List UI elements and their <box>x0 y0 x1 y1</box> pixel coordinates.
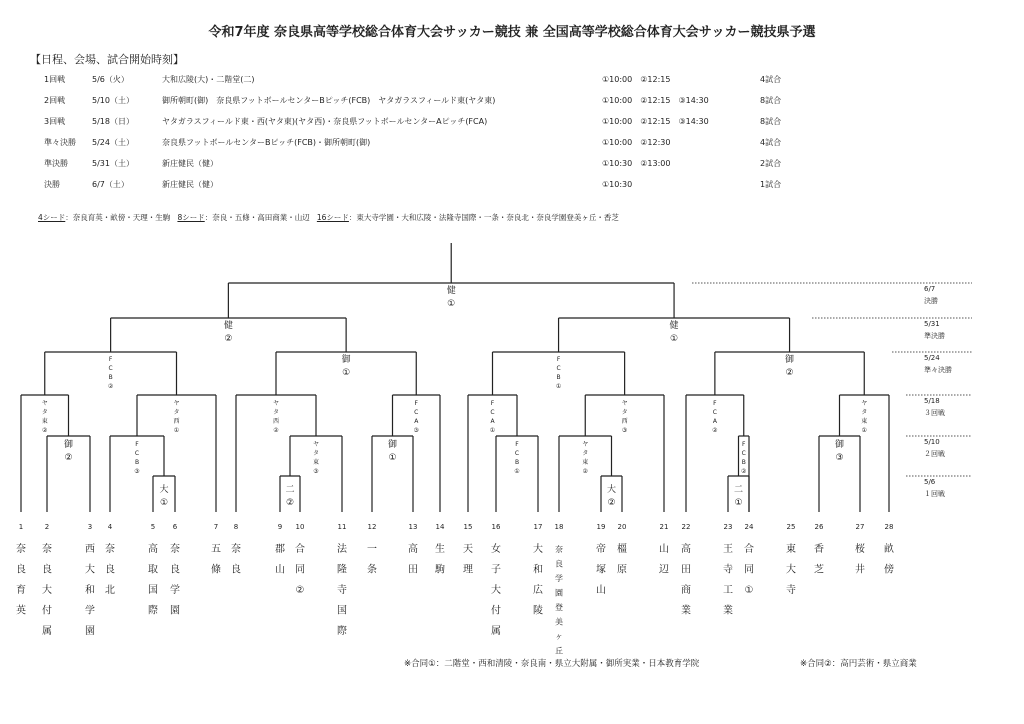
schedule-round: 準々決勝 <box>44 138 76 147</box>
team-name: 園 <box>555 588 563 598</box>
match-venue-label: A <box>490 418 495 425</box>
match-venue-label: 健 <box>223 321 233 331</box>
team-name: 大 <box>786 564 796 576</box>
team-name: 北 <box>105 585 115 596</box>
seed-4-label: 4シード <box>38 213 66 222</box>
team-number: 10 <box>295 523 305 531</box>
match-venue-label: ① <box>342 368 351 378</box>
match-venue-label: ① <box>734 498 743 508</box>
schedule-round: 1回戦 <box>44 75 66 84</box>
schedule-count: 8試合 <box>760 117 782 126</box>
team-name: 学 <box>170 585 180 596</box>
team-name: 法 <box>337 544 347 555</box>
match-venue-label: 大 <box>159 485 169 495</box>
team-number: 16 <box>491 523 501 531</box>
match-venue-label: A <box>712 418 717 425</box>
team-number: 25 <box>786 523 796 531</box>
team-name: 王 <box>723 544 733 555</box>
team-name: 陵 <box>533 605 543 617</box>
seed-16-label: 16シード <box>316 213 349 222</box>
schedule-times: ①10:00 ②12:15 ③14:30 <box>602 96 709 105</box>
match-venue-label: ② <box>785 368 794 378</box>
match-venue-label: ③ <box>413 427 419 434</box>
round-name: ３回戦 <box>924 409 945 417</box>
match-venue-label: ① <box>173 427 180 434</box>
team-number: 24 <box>744 523 754 531</box>
match-venue-label: 二 <box>285 485 295 495</box>
match-venue-label: 御 <box>834 440 845 450</box>
team-number: 9 <box>277 523 283 531</box>
match-venue-label: ② <box>224 334 233 344</box>
schedule-venue: 奈良県フットボールセンターBピッチ(FCB)・御所朝町(御) <box>162 138 371 147</box>
team-name: 付 <box>491 605 501 617</box>
match-venue-label: F <box>108 356 113 363</box>
match-venue-label: F <box>556 356 561 363</box>
match-venue-label: ヤ <box>173 400 180 407</box>
team-name: 山 <box>596 585 606 596</box>
match-venue-label: C <box>108 365 113 372</box>
round-name: ２回戦 <box>924 450 945 458</box>
team-name: 原 <box>617 564 627 576</box>
team-name: 傍 <box>884 564 894 576</box>
schedule-count: 4試合 <box>760 75 782 84</box>
match-venue-label: F <box>414 400 418 407</box>
team-number: 11 <box>337 523 347 531</box>
team-name: 学 <box>555 574 563 583</box>
schedule-times: ①10:00 ②12:15 <box>602 75 671 84</box>
team-name: 寺 <box>786 585 796 596</box>
joint-team-note-2: ※合同②：高円芸術・県立商業 <box>800 659 917 669</box>
team-name: 学 <box>85 605 95 617</box>
match-venue-label: ② <box>285 498 295 508</box>
match-venue-label: 御 <box>341 355 351 365</box>
schedule-times: ①10:00 ②12:15 ③14:30 <box>602 117 709 126</box>
round-name: 決勝 <box>924 297 938 305</box>
match-venue-label: ② <box>712 427 718 434</box>
team-name: ① <box>744 585 754 596</box>
team-name: 帝 <box>596 544 606 555</box>
match-venue-label: 御 <box>785 355 795 365</box>
match-venue-label: タ <box>861 409 868 416</box>
match-venue-label: ① <box>447 299 456 309</box>
team-name: 商 <box>681 585 691 596</box>
schedule-heading: 【日程、会場、試合開始時刻】 <box>30 53 184 66</box>
team-name: 天 <box>463 544 473 555</box>
match-venue-label: ② <box>741 468 747 475</box>
team-name: 郡 <box>275 544 285 555</box>
schedule-round: 3回戦 <box>44 117 66 126</box>
match-venue-label: ヤ <box>41 400 48 407</box>
team-number: 15 <box>463 523 473 531</box>
team-name: 高 <box>681 544 691 555</box>
match-venue-label: ヤ <box>582 441 589 448</box>
team-number: 22 <box>681 523 691 531</box>
match-venue-label: A <box>414 418 419 425</box>
match-venue-label: 東 <box>861 418 868 425</box>
team-name: 條 <box>211 564 221 576</box>
team-number: 8 <box>233 523 239 531</box>
joint-team-note-1: ※合同①：二階堂・西和清陵・奈良南・県立大附属・御所実業・日本教育学院 <box>404 659 700 669</box>
match-venue-label: ② <box>42 427 48 434</box>
team-number: 19 <box>596 523 606 531</box>
match-venue-label: ③ <box>134 468 140 475</box>
team-name: 橿 <box>617 544 627 555</box>
match-venue-label: C <box>741 450 746 457</box>
seed-16-teams: ：東大寺学園・大和広陵・法隆寺国際・一条・奈良北・奈良学園登美ヶ丘・香芝 <box>348 213 619 222</box>
match-venue-label: ② <box>582 468 588 475</box>
team-name: 理 <box>463 564 473 576</box>
match-venue-label: 東 <box>41 418 48 425</box>
page-title: 令和7年度 奈良県高等学校総合体育大会サッカー競技 兼 全国高等学校総合体育大会サッカー競技県予選 <box>208 25 816 40</box>
team-name: 丘 <box>555 646 563 656</box>
team-name: 田 <box>408 564 418 576</box>
match-venue-label: ① <box>489 427 496 434</box>
match-venue-label: ① <box>159 498 169 508</box>
team-name: 良 <box>231 564 241 576</box>
match-venue-label: 西 <box>173 418 180 425</box>
team-name: 井 <box>855 564 865 576</box>
team-name: 広 <box>533 585 543 596</box>
schedule-count: 1試合 <box>760 180 782 189</box>
match-venue-label: タ <box>41 409 48 416</box>
match-venue-label: 健 <box>446 286 456 296</box>
team-number: 3 <box>87 523 93 531</box>
team-name: 園 <box>170 605 180 617</box>
team-name: 良 <box>105 564 115 576</box>
match-venue-label: ② <box>607 498 616 508</box>
team-number: 4 <box>107 523 113 531</box>
seed-8-label: 8シード <box>177 213 205 222</box>
round-name: 準決勝 <box>924 332 945 340</box>
match-venue-label: C <box>414 409 419 416</box>
team-name: 条 <box>367 564 377 576</box>
team-number: 20 <box>617 523 627 531</box>
round-name: 準々決勝 <box>924 366 952 374</box>
match-venue-label: ② <box>107 383 114 390</box>
team-name: 属 <box>491 626 501 637</box>
team-number: 18 <box>554 523 564 531</box>
schedule-venue: 御所朝町(御) 奈良県フットボールセンターBピッチ(FCB) ヤタガラスフィールド東(ヤタ東) <box>162 96 496 105</box>
round-date: 5/31 <box>924 320 940 328</box>
match-venue-label: F <box>713 400 717 407</box>
match-venue-label: ③ <box>313 468 319 475</box>
match-venue-label: 東 <box>312 459 320 466</box>
team-name: 大 <box>533 544 543 555</box>
team-name: 良 <box>16 564 26 576</box>
schedule-count: 4試合 <box>760 138 782 147</box>
team-name: 良 <box>555 559 563 569</box>
team-name: 子 <box>491 564 501 576</box>
match-venue-label: ① <box>670 334 679 344</box>
match-venue-label: タ <box>272 409 280 416</box>
schedule-venue: 大和広陵(大)・二階堂(二) <box>162 75 255 84</box>
team-name: 寺 <box>723 564 733 576</box>
team-name: 奈 <box>105 544 115 555</box>
team-number: 2 <box>44 523 50 531</box>
schedule-venue: 新庄健民（健） <box>162 180 218 189</box>
match-venue-label: C <box>134 450 140 457</box>
schedule-date: 5/6（火） <box>92 75 129 84</box>
team-name: 業 <box>681 605 691 617</box>
schedule-round: 2回戦 <box>44 96 66 105</box>
match-venue-label: B <box>556 374 561 381</box>
team-name: 同 <box>295 564 305 576</box>
seed-4-teams: ：奈良育英・畝傍・天理・生駒 <box>65 213 171 222</box>
schedule-date: 5/24（土） <box>92 138 134 147</box>
team-name: ヶ <box>555 632 563 641</box>
round-date: 5/18 <box>924 397 940 405</box>
team-name: 和 <box>533 564 543 576</box>
match-venue-label: 御 <box>387 440 398 450</box>
match-venue-label: 御 <box>63 440 74 450</box>
team-number: 5 <box>150 523 156 531</box>
team-name: 育 <box>16 585 26 596</box>
seed-8-teams: ：奈良・五條・高田商業・山辺 <box>204 213 310 222</box>
match-venue-label: B <box>134 459 140 466</box>
team-name: 山 <box>659 544 669 555</box>
match-venue-label: F <box>135 441 139 448</box>
match-venue-label: F <box>742 441 746 448</box>
schedule-count: 8試合 <box>760 96 782 105</box>
team-name: 大 <box>42 585 52 596</box>
team-name: 良 <box>42 564 52 576</box>
match-venue-label: ① <box>388 453 397 463</box>
match-venue-label: 二 <box>733 485 744 495</box>
match-venue-label: ① <box>555 383 562 390</box>
match-venue-label: C <box>490 409 495 416</box>
team-name: 同 <box>744 564 754 576</box>
match-venue-label: ヤ <box>621 400 628 407</box>
team-number: 21 <box>659 523 669 531</box>
schedule-date: 5/18（日） <box>92 117 134 126</box>
team-name: ② <box>295 585 305 596</box>
team-number: 1 <box>18 523 24 531</box>
schedule-date: 5/10（土） <box>92 96 134 105</box>
match-venue-label: ① <box>514 468 520 475</box>
schedule-round: 準決勝 <box>44 159 68 168</box>
team-name: 生 <box>435 544 445 555</box>
match-venue-label: C <box>514 450 520 457</box>
match-venue-label: 健 <box>669 321 679 331</box>
team-number: 7 <box>213 523 219 531</box>
match-venue-label: B <box>741 459 746 466</box>
match-venue-label: ② <box>64 453 73 463</box>
team-name: 高 <box>148 544 158 555</box>
team-name: 付 <box>42 605 52 617</box>
match-venue-label: 東 <box>582 459 589 466</box>
team-name: 田 <box>681 564 691 576</box>
team-number: 6 <box>172 523 178 531</box>
match-venue-label: C <box>556 365 561 372</box>
schedule-times: ①10:30 <box>602 180 633 189</box>
schedule-date: 5/31（土） <box>92 159 134 168</box>
match-venue-label: タ <box>173 409 180 416</box>
team-name: 園 <box>85 626 95 637</box>
team-name: 芝 <box>814 564 824 576</box>
match-venue-label: タ <box>312 450 320 457</box>
schedule-times: ①10:00 ②12:30 <box>602 138 671 147</box>
round-date: 5/10 <box>924 438 940 446</box>
team-name: 奈 <box>42 544 52 555</box>
team-name: 奈 <box>231 544 241 555</box>
team-number: 27 <box>855 523 865 531</box>
team-name: 英 <box>16 605 26 617</box>
team-name: 合 <box>744 544 754 555</box>
match-venue-label: ① <box>861 427 867 434</box>
team-name: 奈 <box>170 544 180 555</box>
team-name: 高 <box>408 544 418 555</box>
team-number: 12 <box>367 523 377 531</box>
match-venue-label: 西 <box>272 418 280 425</box>
team-name: 女 <box>491 544 501 555</box>
round-date: 5/6 <box>924 478 936 486</box>
team-name: 駒 <box>435 564 445 576</box>
schedule-count: 2試合 <box>760 159 782 168</box>
team-name: 業 <box>723 605 733 617</box>
schedule-times: ①10:30 ②13:00 <box>602 159 671 168</box>
team-name: 国 <box>337 605 347 617</box>
team-name: 和 <box>85 585 95 596</box>
team-name: 工 <box>723 585 733 596</box>
match-venue-label: 西 <box>621 418 628 425</box>
team-number: 13 <box>408 523 418 531</box>
team-name: 際 <box>148 605 158 617</box>
match-venue-label: B <box>514 459 520 466</box>
match-venue-label: ③ <box>621 427 628 434</box>
team-name: 五 <box>211 544 221 555</box>
team-number: 17 <box>533 523 543 531</box>
team-number: 28 <box>884 523 894 531</box>
team-name: 良 <box>170 564 180 576</box>
team-name: 属 <box>42 626 52 637</box>
team-name: 桜 <box>855 544 865 555</box>
team-name: 畝 <box>884 544 894 555</box>
schedule-venue: ヤタガラスフィールド東・西(ヤタ東)(ヤタ西)・奈良県フットボールセンターAピッチ(FCA) <box>162 117 488 126</box>
team-name: 奈 <box>16 544 26 555</box>
round-name: １回戦 <box>924 490 945 498</box>
team-name: 香 <box>814 544 824 555</box>
match-venue-label: F <box>515 441 519 448</box>
team-number: 23 <box>723 523 733 531</box>
match-venue-label: ② <box>273 427 279 434</box>
match-venue-label: タ <box>621 409 628 416</box>
team-name: 合 <box>295 544 305 555</box>
schedule-round: 決勝 <box>44 180 60 189</box>
team-name: 取 <box>148 564 158 576</box>
team-name: 東 <box>786 544 796 555</box>
match-venue-label: B <box>108 374 113 381</box>
match-venue-label: ヤ <box>272 400 280 407</box>
team-name: 登 <box>555 603 563 612</box>
team-number: 26 <box>814 523 824 531</box>
team-name: 塚 <box>596 564 606 576</box>
team-name: 一 <box>367 544 377 555</box>
team-name: 隆 <box>337 564 347 576</box>
match-venue-label: 大 <box>606 485 617 495</box>
team-name: 大 <box>491 585 501 596</box>
team-name: 大 <box>85 564 95 576</box>
round-date: 6/7 <box>924 285 936 293</box>
team-name: 辺 <box>659 564 669 576</box>
match-venue-label: ヤ <box>861 400 868 407</box>
team-number: 14 <box>435 523 445 531</box>
match-venue-label: ③ <box>835 453 844 463</box>
team-name: 美 <box>555 617 563 627</box>
match-venue-label: F <box>490 400 495 407</box>
team-name: 寺 <box>337 585 347 596</box>
team-name: 山 <box>275 564 285 576</box>
round-date: 5/24 <box>924 354 940 362</box>
match-venue-label: タ <box>582 450 589 457</box>
team-name: 国 <box>148 585 158 596</box>
team-name: 西 <box>85 544 95 555</box>
schedule-venue: 新庄健民（健） <box>162 159 218 168</box>
schedule-date: 6/7（土） <box>92 180 129 189</box>
match-venue-label: C <box>712 409 717 416</box>
team-name: 際 <box>337 626 347 637</box>
match-venue-label: ヤ <box>312 441 320 448</box>
team-name: 奈 <box>555 545 563 554</box>
